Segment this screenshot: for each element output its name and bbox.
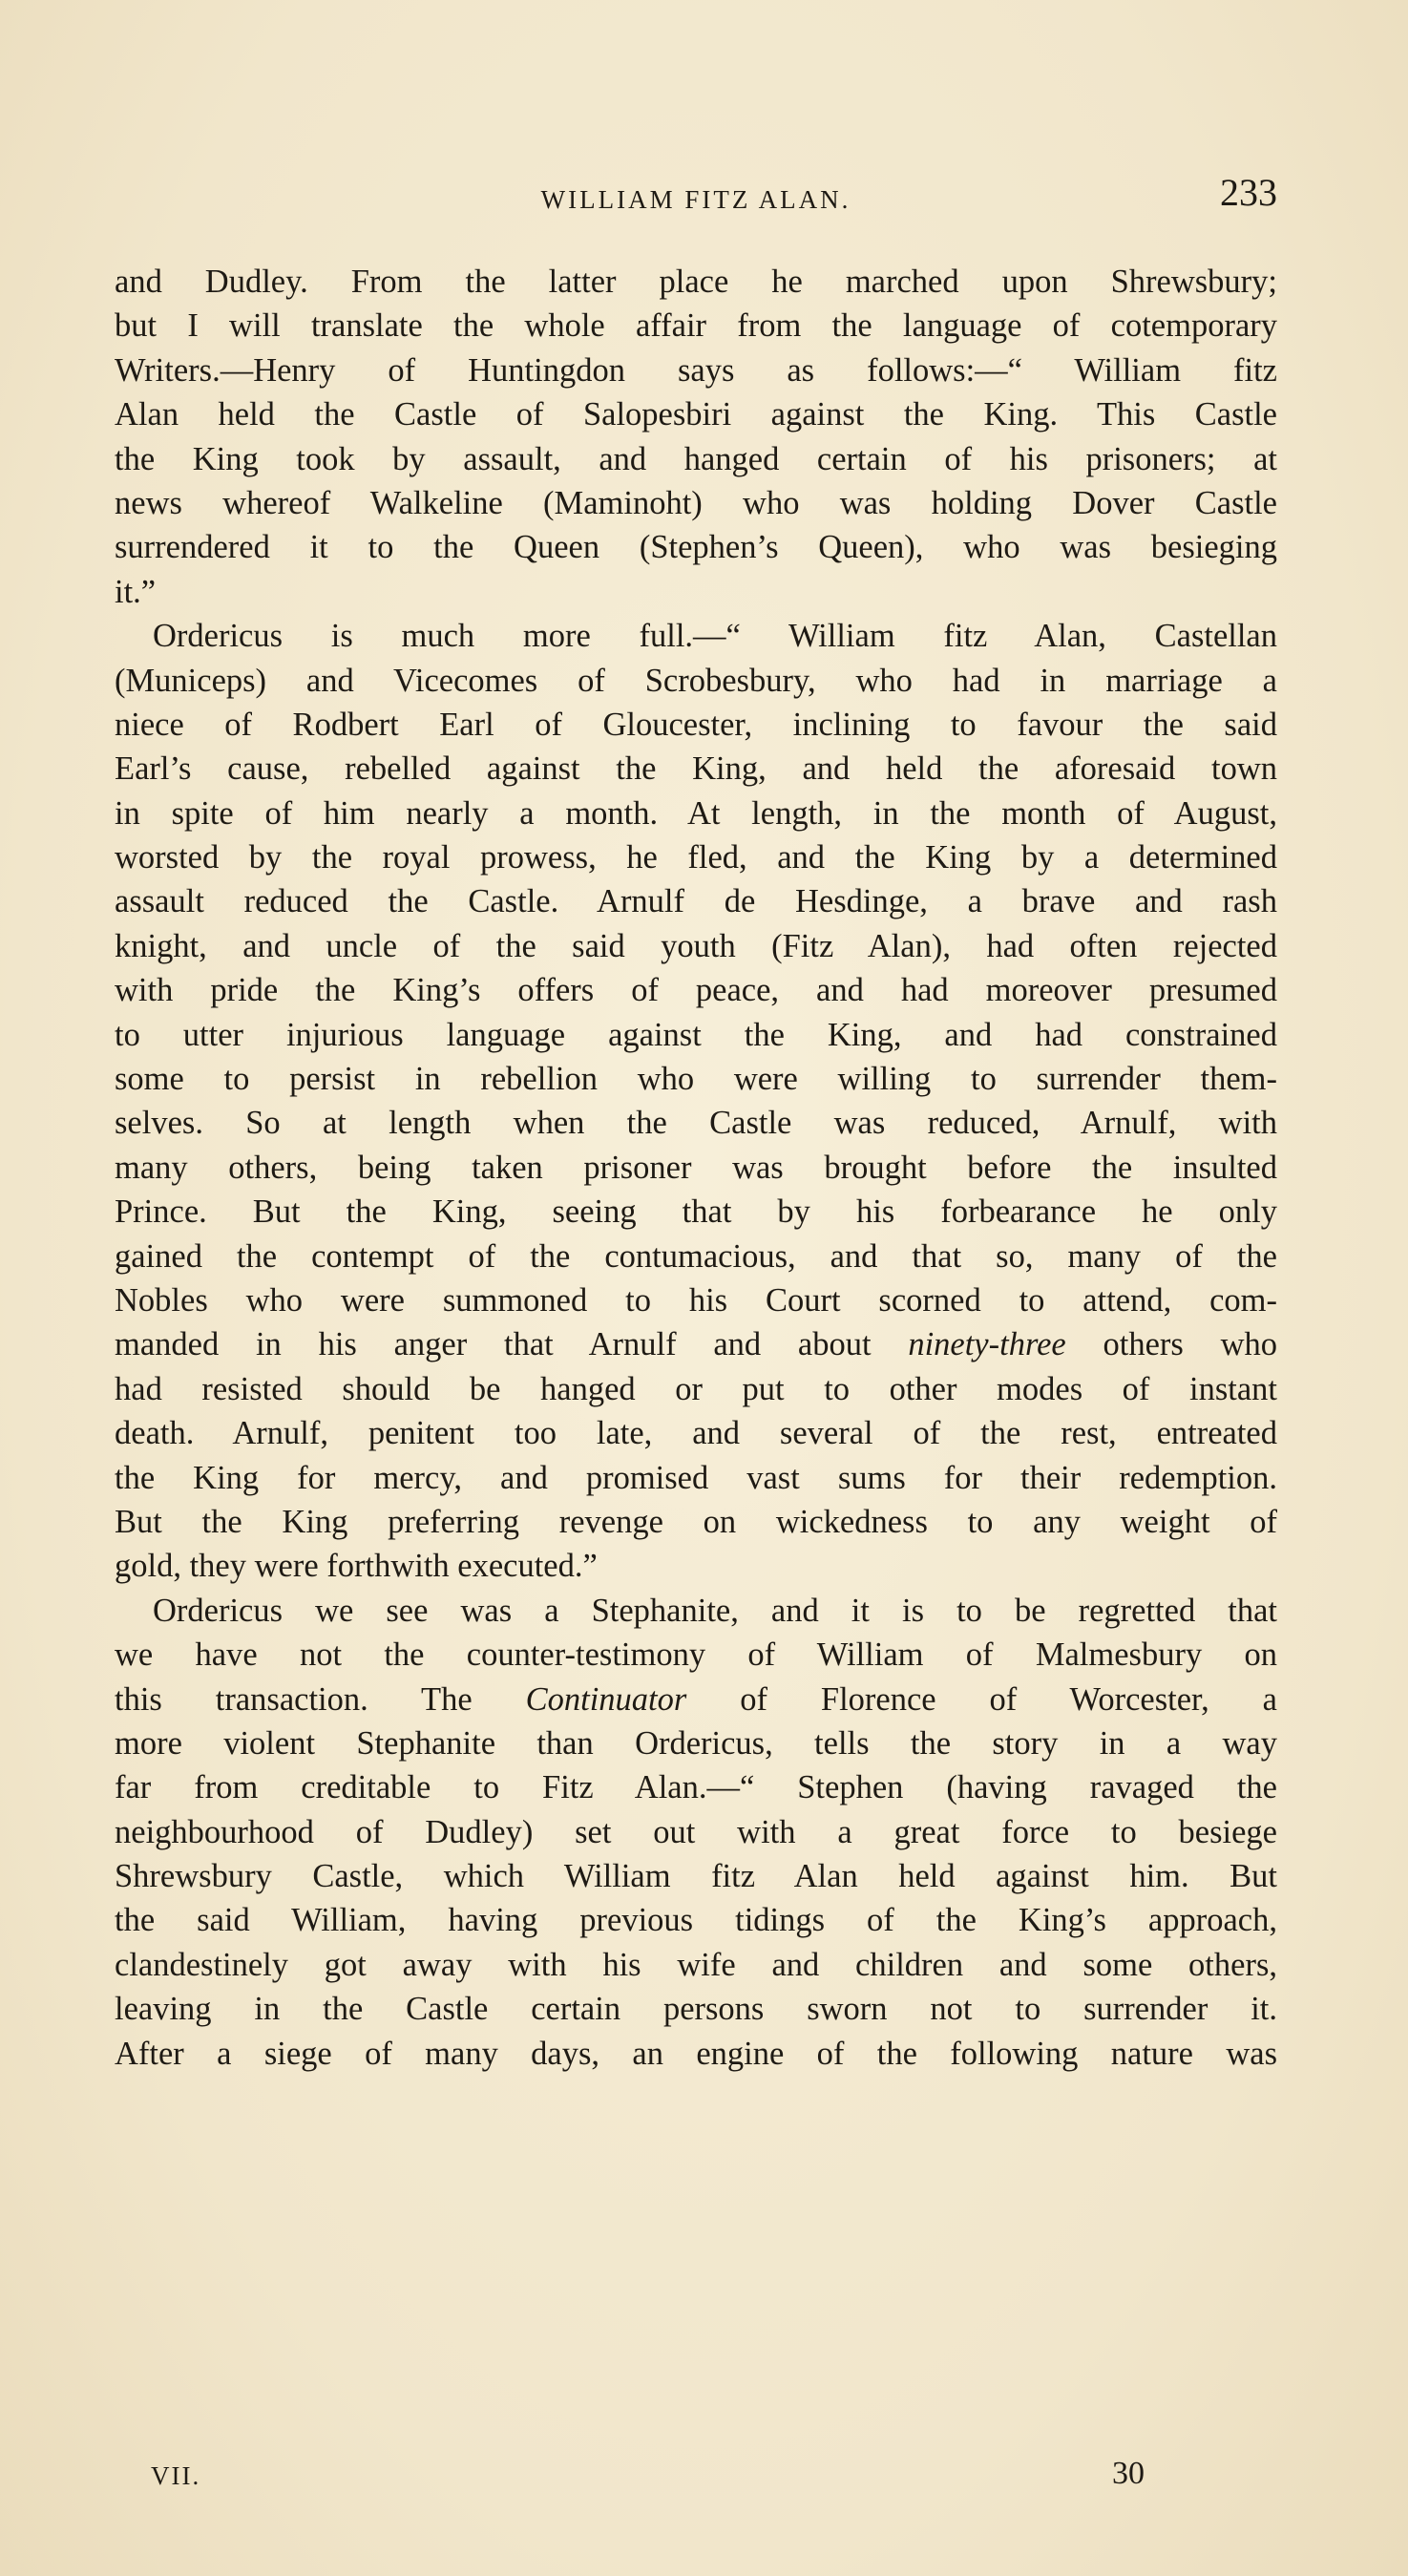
text-line (115, 392, 1277, 436)
italic-run: ninety-three (908, 1326, 1066, 1363)
text-run: manded in his anger that Arnulf and about (115, 1326, 909, 1363)
text-run: but I will translate the whole affair from the language of cotemporary (115, 307, 1277, 345)
text-line (115, 1854, 1277, 1898)
text-run: surrendered it to the Queen (Stephen’s Queen), who was besieging (115, 529, 1277, 566)
text-run: the King for mercy, and promised vast sums for their redemption. (115, 1459, 1277, 1496)
text-line (115, 1633, 1277, 1677)
text-line (115, 1101, 1277, 1145)
text-run: Earl’s cause, rebelled against the King, and held the aforesaid town (115, 750, 1277, 788)
text-run: knight, and uncle of the said youth (Fitz Alan), had often rejected (115, 927, 1277, 964)
text-line (115, 1322, 1277, 1366)
text-run: niece of Rodbert Earl of Gloucester, inclining to favour the said (115, 706, 1277, 743)
text-run: clandestinely got away with his wife and children and some others, (115, 1946, 1277, 1983)
text-line (115, 659, 1277, 703)
text-line (115, 835, 1277, 879)
text-run: Nobles who were summoned to his Court scorned to attend, com- (115, 1281, 1277, 1319)
page-header (115, 170, 1277, 227)
text-line (115, 437, 1277, 481)
text-run: to utter injurious language against the King, and had constrained (115, 1016, 1277, 1053)
text-run: others who (1065, 1326, 1277, 1363)
text-line (115, 1678, 1277, 1721)
text-run: many others, being taken prisoner was brought before the insulted (115, 1149, 1277, 1186)
text-line (115, 747, 1277, 791)
text-line (115, 1190, 1277, 1234)
page-number: 233 (1220, 171, 1277, 214)
text-run: of Florence of Worcester, a (686, 1680, 1277, 1718)
text-line (115, 1235, 1277, 1278)
text-line (115, 1544, 1277, 1588)
running-head: WILLIAM FITZ ALAN. (540, 185, 851, 214)
text-run: had resisted should be hanged or put to other modes of instant (115, 1370, 1277, 1407)
text-run: in spite of him nearly a month. At length, in the month of August, (115, 794, 1277, 832)
text-line (115, 879, 1277, 923)
text-run: we have not the counter-testimony of William of Malmesbury on (115, 1636, 1277, 1674)
text-line (115, 1810, 1277, 1854)
text-run: After a siege of many days, an engine of the following nature was (115, 2035, 1277, 2072)
text-run: leaving in the Castle certain persons sworn not to surrender it. (115, 1991, 1277, 2028)
text-run: Alan held the Castle of Salopesbiri against the King. This Castle (115, 396, 1277, 433)
signature-mark: VII. (151, 2461, 201, 2490)
text-run: neighbourhood of Dudley) set out with a great force to besiege (115, 1813, 1277, 1850)
text-line (115, 614, 1277, 658)
text-line (115, 1146, 1277, 1190)
text-run: Shrewsbury Castle, which William fitz Alan held against him. But (115, 1858, 1277, 1895)
text-run: Prince. But the King, seeing that by his forbearance he only (115, 1193, 1277, 1231)
body-text (115, 260, 1277, 2076)
italic-run: Continuator (525, 1680, 687, 1718)
text-run: news whereof Walkeline (Maminoht) who was holding Dover Castle (115, 484, 1277, 521)
text-line (115, 260, 1277, 304)
text-run: the said William, having previous tidings of the King’s approach, (115, 1902, 1277, 1939)
text-line (115, 1987, 1277, 2031)
text-line (115, 1500, 1277, 1544)
text-line (115, 1721, 1277, 1765)
text-line (115, 1278, 1277, 1322)
text-run: this transaction. The (115, 1680, 526, 1718)
page-footer (115, 2456, 1277, 2498)
text-line (115, 570, 1277, 614)
text-run: gained the contempt of the contumacious, and that so, many of the (115, 1237, 1277, 1275)
text-line (115, 1456, 1277, 1500)
text-run: with pride the King’s offers of peace, and had moreover presumed (115, 972, 1277, 1009)
text-line (115, 1765, 1277, 1809)
text-line (115, 1898, 1277, 1942)
text-line (115, 703, 1277, 747)
text-run: worsted by the royal prowess, he fled, and the King by a determined (115, 839, 1277, 876)
text-run: and Dudley. From the latter place he marched upon Shrewsbury; (115, 264, 1277, 300)
text-run: some to persist in rebellion who were willing to surrender them- (115, 1061, 1277, 1098)
text-line (115, 2032, 1277, 2076)
text-line (115, 1367, 1277, 1411)
text-run: But the King preferring revenge on wickedness to any weight of (115, 1503, 1277, 1540)
text-run: Ordericus is much more full.—“ William fitz Alan, Castellan (153, 618, 1277, 655)
text-line (115, 1943, 1277, 1987)
text-line (115, 1411, 1277, 1455)
text-run: far from creditable to Fitz Alan.—“ Stephen (having ravaged the (115, 1769, 1277, 1806)
text-run: assault reduced the Castle. Arnulf de Hesdinge, a brave and rash (115, 883, 1277, 920)
text-line (115, 304, 1277, 348)
sheet-number: 30 (1112, 2456, 1145, 2491)
text-run: Writers.—Henry of Huntingdon says as follows:—“ William fitz (115, 351, 1277, 389)
text-line (115, 1589, 1277, 1633)
text-line (115, 1013, 1277, 1057)
text-run: selves. So at length when the Castle was reduced, Arnulf, with (115, 1105, 1277, 1142)
text-run: gold, they were forthwith executed.” (115, 1548, 598, 1585)
text-line (115, 348, 1277, 392)
text-run: (Municeps) and Vicecomes of Scrobesbury, who had in marriage a (115, 662, 1277, 699)
text-run: it.” (115, 573, 157, 610)
text-line (115, 924, 1277, 968)
text-line (115, 792, 1277, 835)
text-line (115, 1057, 1277, 1101)
text-line (115, 968, 1277, 1012)
text-run: death. Arnulf, penitent too late, and several of the rest, entreated (115, 1415, 1277, 1452)
text-line (115, 525, 1277, 569)
text-run: more violent Stephanite than Ordericus, tells the story in a way (115, 1724, 1277, 1762)
text-line (115, 481, 1277, 525)
text-run: the King took by assault, and hanged certain of his prisoners; at (115, 440, 1277, 477)
text-run: Ordericus we see was a Stephanite, and it is to be regretted that (153, 1592, 1277, 1629)
